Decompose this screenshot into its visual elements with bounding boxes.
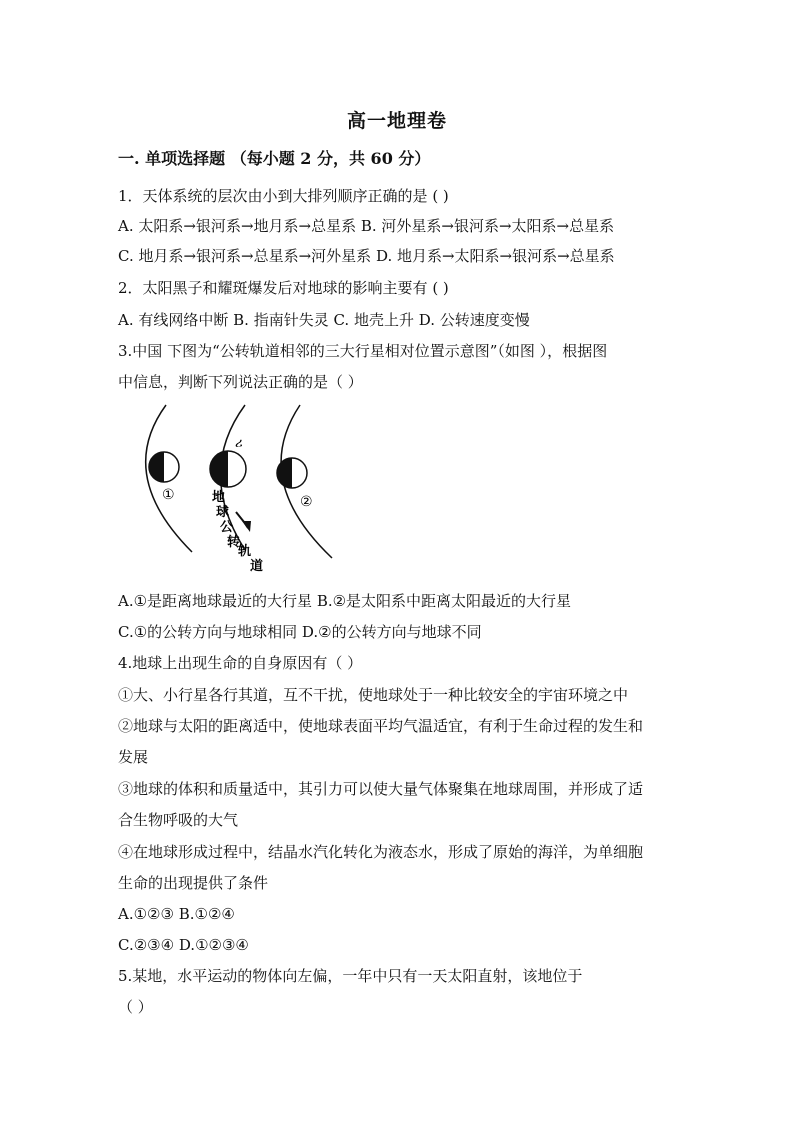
question-4-statement: ④在地球形成过程中，结晶水汽化转化为液态水，形成了原始的海洋，为单细胞 — [118, 843, 644, 861]
question-4-statement: 生命的出现提供了条件 — [118, 874, 269, 892]
orbit-label-char: 球 — [216, 505, 230, 520]
page-title: 高一地理卷 — [346, 110, 447, 132]
question-4-stem: 4.地球上出现生命的自身原因有（ ） — [118, 654, 363, 672]
question-2-stem: 2．太阳黑子和耀斑爆发后对地球的影响主要有 ( ) — [118, 279, 449, 297]
section-heading: 一. 单项选择题 （每小题 2 分，共 60 分） — [118, 149, 431, 168]
question-4-statement: ③地球的体积和质量适中，其引力可以使大量气体聚集在地球周围，并形成了适 — [118, 780, 644, 798]
planet-2-label: ② — [300, 494, 313, 510]
question-5-stem: 5.某地，水平运动的物体向左偏，一年中只有一天太阳直射，该地位于 — [118, 967, 583, 985]
question-4-statement: ②地球与太阳的距离适中，使地球表面平均气温适宜，有利于生命过程的发生和 — [118, 717, 644, 735]
question-3-stem-line-1: 3.中国 下图为“公转轨道相邻的三大行星相对位置示意图”（如图 ），根据图 — [118, 342, 608, 360]
question-5-answer-blank: （ ） — [118, 998, 153, 1016]
orbit-label-char: 道 — [250, 559, 264, 574]
orbit-label-char: 地 — [212, 490, 226, 505]
orbit-label-char: 轨 — [238, 544, 252, 559]
sun-symbol: ሪ — [235, 436, 243, 451]
orbit-arrowhead — [242, 521, 251, 532]
question-4-option-cd: C.②③④ D.①②③④ — [118, 936, 249, 954]
question-3-option-cd: C.①的公转方向与地球相同 D.②的公转方向与地球不同 — [118, 623, 482, 641]
planet-1-label: ① — [162, 487, 175, 503]
question-2-options: A. 有线网络中断 B. 指南针失灵 C. 地壳上升 D. 公转速度变慢 — [118, 311, 530, 329]
planet-1-shadow — [149, 452, 164, 482]
question-4-statement: 合生物呼吸的大气 — [118, 811, 239, 829]
earth-shadow — [210, 451, 228, 487]
planet-orbit-diagram — [140, 400, 350, 580]
orbit-label-char: 转 — [227, 535, 241, 550]
question-1-option-ab: A. 太阳系→银河系→地月系→总星系 B. 河外星系→银河系→太阳系→总星系 — [118, 217, 615, 235]
planet-2-shadow — [277, 458, 292, 488]
question-4-statement: ①大、小行星各行其道，互不干扰，使地球处于一种比较安全的宇宙环境之中 — [118, 686, 629, 704]
question-1-option-cd: C. 地月系→银河系→总星系→河外星系 D. 地月系→太阳系→银河系→总星系 — [118, 247, 615, 265]
question-4-statement: 发展 — [118, 748, 149, 766]
question-3-stem-line-2: 中信息，判断下列说法正确的是（ ） — [118, 373, 363, 391]
question-3-option-ab: A.①是距离地球最近的大行星 B.②是太阳系中距离太阳最近的大行星 — [118, 592, 572, 610]
question-1-stem: 1．天体系统的层次由小到大排列顺序正确的是 ( ) — [118, 187, 449, 205]
question-4-option-ab: A.①②③ B.①②④ — [118, 905, 235, 923]
orbit-label-char: 公 — [220, 520, 234, 535]
planet-orbit-svg — [140, 400, 350, 580]
